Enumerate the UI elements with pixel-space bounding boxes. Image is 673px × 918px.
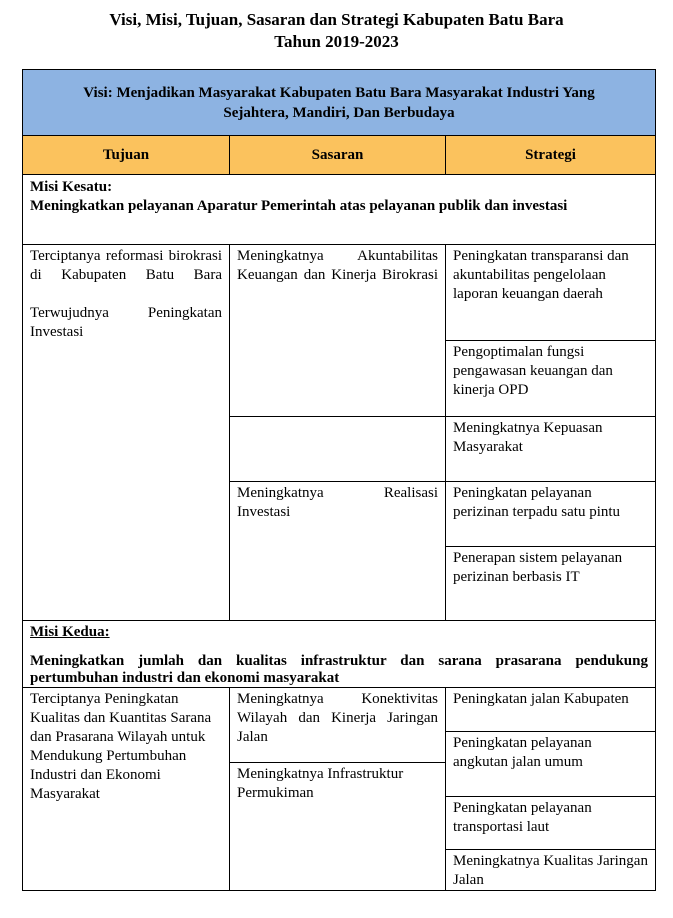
visi-line1: Visi: Menjadikan Masyarakat Kabupaten Batu Bara Masyarakat Industri Yang <box>83 84 595 101</box>
misi1-strategi-2: Pengoptimalan fungsi pengawasan keuangan dan kinerja OPD <box>453 344 613 398</box>
misi1-tujuan-2: Terwujudnya Peningkatan Investasi <box>30 305 222 340</box>
misi1-sasaran-1: Meningkatnya Akuntabilitas Keuangan dan Kinerja Birokrasi <box>237 248 438 283</box>
header-sasaran: Sasaran <box>229 135 446 175</box>
misi1-strategi-3-cell <box>445 416 656 482</box>
misi2-strategi-3: Peningkatan pelayanan transportasi laut <box>453 800 592 835</box>
misi2-strategi-1: Peningkatan jalan Kabupaten <box>453 691 629 707</box>
visi-row <box>22 69 656 136</box>
misi2-tujuan-1: Terciptanya Peningkatan Kualitas dan Kuantitas Sarana dan Prasarana Wilayah untuk Mendukung Pertumbuhan Industri dan Ekonomi Masyarakat <box>30 691 212 802</box>
misi2-strategi-4-cell <box>445 849 656 891</box>
header-tujuan: Tujuan <box>22 135 230 175</box>
misi2-text: Meningkatkan jumlah dan kualitas infrastruktur dan sarana prasarana pendukung pertumbuhan industri dan ekonomi masyarakat <box>30 653 648 686</box>
misi2-sasaran-1: Meningkatnya Konektivitas Wilayah dan Kinerja Jaringan Jalan <box>237 691 438 745</box>
misi1-strategi-1-cell <box>445 244 656 341</box>
misi2-strategi-1-cell <box>445 687 656 732</box>
page-title-line2: Tahun 2019-2023 <box>274 32 399 51</box>
misi2-strategi-2: Peningkatan pelayanan angkutan jalan umum <box>453 735 592 770</box>
misi1-tujuan-1: Terciptanya reformasi birokrasi di Kabupaten Batu Bara <box>30 248 222 283</box>
misi2-strategi-4: Meningkatnya Kualitas Jaringan Jalan <box>453 853 648 888</box>
visi-line2: Sejahtera, Mandiri, Dan Berbudaya <box>223 104 455 121</box>
misi2-sasaran-2-cell <box>229 762 446 891</box>
misi2-strategi-2-cell <box>445 731 656 797</box>
misi2-sasaran-2: Meningkatnya Infrastruktur Permukiman <box>237 766 404 801</box>
misi2-tujuan-cell <box>22 687 230 891</box>
misi1-strategi-2-cell <box>445 340 656 417</box>
misi1-label: Misi Kesatu: <box>30 179 113 195</box>
misi1-tujuan-cell <box>22 244 230 621</box>
misi2-row <box>22 620 656 688</box>
misi1-sasaran-2: Meningkatnya Realisasi Investasi <box>237 485 438 520</box>
misi1-strategi-3: Meningkatnya Kepuasan Masyarakat <box>453 420 603 455</box>
misi1-strategi-5-cell <box>445 546 656 621</box>
misi1-strategi-4: Peningkatan pelayanan perizinan terpadu satu pintu <box>453 485 621 520</box>
misi1-strategi-5: Penerapan sistem pelayanan perizinan berbasis IT <box>453 550 623 585</box>
misi1-strategi-4-cell <box>445 481 656 547</box>
misi1-sasaran-empty-cell <box>229 416 446 482</box>
misi1-text: Meningkatkan pelayanan Aparatur Pemerintah atas pelayanan publik dan investasi <box>30 198 568 214</box>
misi1-sasaran-1-cell <box>229 244 446 417</box>
misi2-label: Misi Kedua: <box>30 624 110 640</box>
header-strategi: Strategi <box>445 135 656 175</box>
misi1-sasaran-2-cell <box>229 481 446 621</box>
misi2-sasaran-1-cell <box>229 687 446 763</box>
misi1-strategi-1: Peningkatan transparansi dan akuntabilitas pengelolaan laporan keuangan daerah <box>453 248 629 302</box>
misi2-strategi-3-cell <box>445 796 656 850</box>
misi1-row <box>22 174 656 245</box>
page-title-line1: Visi, Misi, Tujuan, Sasaran dan Strategi Kabupaten Batu Bara <box>109 10 564 29</box>
